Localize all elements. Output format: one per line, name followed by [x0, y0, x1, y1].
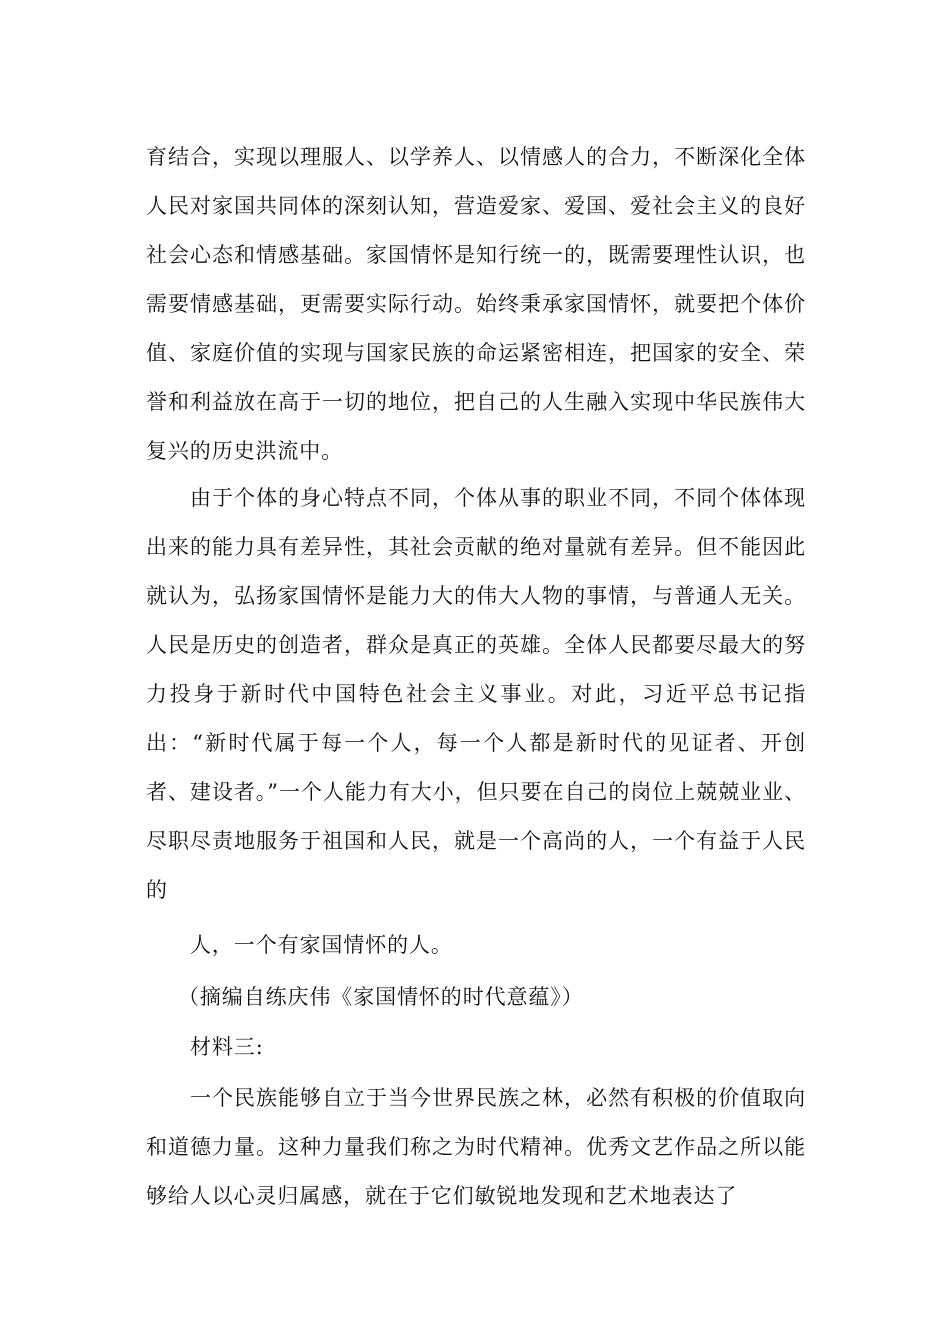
source-citation: （摘编自练庆伟《家国情怀的时代意蕴》）	[178, 985, 584, 1009]
paragraph-2-continued: 人，一个有家国情怀的人。	[190, 933, 453, 957]
paragraph-2: 由于个体的身心特点不同，个体从事的职业不同，不同个体体现出来的能力具有差异性，其社会贡献的绝对量就有差异。但不能因此就认为，弘扬家国情怀是能力大的伟大人物的事情，与普通人无关。人民是历史的创造者，群众是真正的英雄。全体人民都要尽最大的努力投身于新时代中国特色社会主义事业。对此，习近平总书记指出：“新时代属于每一个人，每一个人都是新时代的见证者、开创者、建设者。”一个人能力有大小，但只要在自己的岗位上兢兢业业、尽职尽责地服务于祖国和人民，就是一个高尚的人，一个有益于人民的	[146, 486, 806, 902]
paragraph-1: 育结合，实现以理服人、以学养人、以情感人的合力，不断深化全体人民对家国共同体的深刻认知，营造爱家、爱国、爱社会主义的良好社会心态和情感基础。家国情怀是知行统一的，既需要理性认识，也需要情感基础，更需要实际行动。始终秉承家国情怀，就要把个体价值、家庭价值的实现与国家民族的命运紧密相连，把国家的安全、荣誉和利益放在高于一切的地位，把自己的人生融入实现中华民族伟大复兴的历史洪流中。	[146, 145, 806, 463]
paragraph-1-block	[146, 133, 806, 476]
paragraph-3-block	[146, 1074, 806, 1221]
paragraph-3: 一个民族能够自立于当今世界民族之林，必然有积极的价值取向和道德力量。这种力量我们称之为时代精神。优秀文艺作品之所以能够给人以心灵归属感，就在于它们敏锐地发现和艺术地表达了	[146, 1086, 806, 1208]
paragraph-2-block	[146, 474, 806, 915]
material-heading: 材料三:	[190, 1035, 264, 1059]
